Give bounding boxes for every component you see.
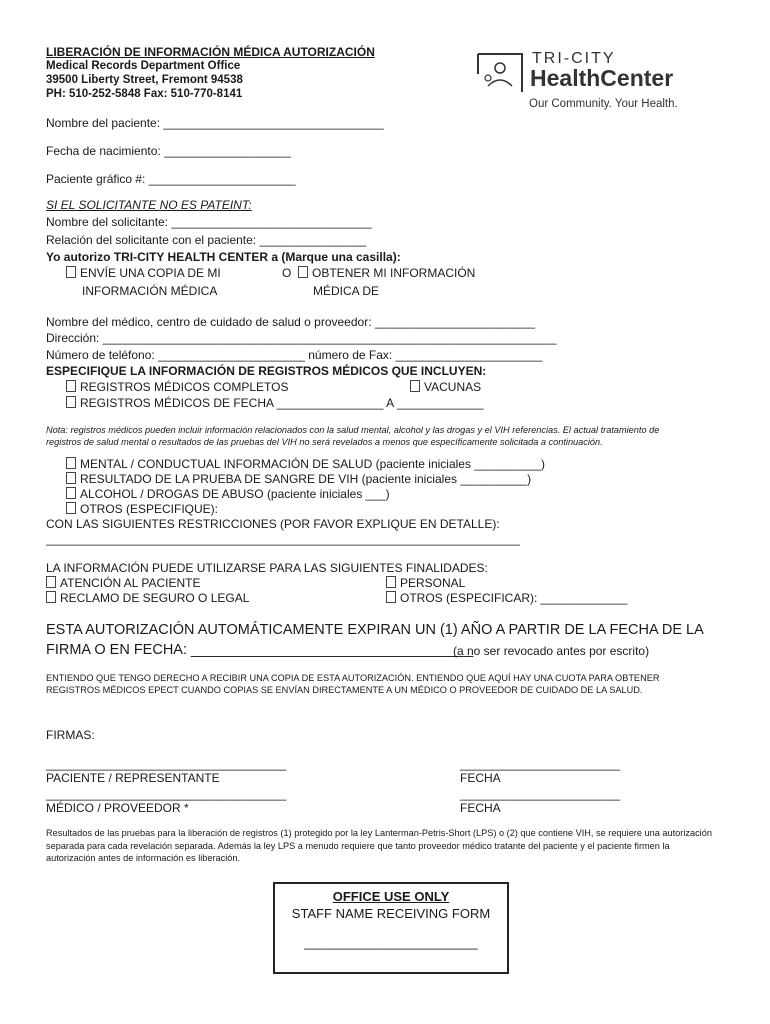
alcohol-drugs-label: ALCOHOL / DROGAS DE ABUSO (paciente iniciales ___) [80, 487, 390, 501]
mental-health-option[interactable] [66, 457, 545, 471]
checkbox-icon[interactable] [66, 266, 76, 278]
obtain-info-label: OBTENER MI INFORMACIÓN [312, 266, 476, 280]
form-title: LIBERACIÓN DE INFORMACIÓN MÉDICA AUTORIZACIÓN [46, 45, 375, 59]
office-use-title: OFFICE USE ONLY [332, 889, 450, 904]
requester-name-field[interactable]: Nombre del solicitante: ______________________________ [46, 215, 372, 229]
checkbox-icon[interactable] [66, 380, 76, 392]
provider-address-field[interactable]: Dirección: ____________________________________________________________________ [46, 331, 557, 345]
patient-signature-field[interactable]: ____________________________________ [46, 757, 287, 771]
hiv-test-option[interactable] [66, 472, 531, 486]
office-use-subtitle: STAFF NAME RECEIVING FORM [291, 906, 491, 921]
staff-name-field[interactable]: ________________________ [304, 935, 478, 950]
personal-option[interactable] [386, 576, 465, 590]
checkbox-icon[interactable] [66, 457, 76, 469]
other-purpose-label: OTROS (ESPECIFICAR): _____________ [400, 591, 628, 605]
requester-heading: SI EL SOLICITANTE NO ES PATEINT: [46, 198, 252, 212]
logo-line1: TRI-CITY [532, 50, 616, 67]
insurance-legal-option[interactable] [46, 591, 249, 605]
records-heading: ESPECIFIQUE LA INFORMACIÓN DE REGISTROS MÉDICOS QUE INCLUYEN: [46, 364, 487, 378]
provider-phone-field[interactable]: Número de teléfono: ______________________ número de Fax: ______________________ [46, 348, 543, 362]
requester-relation-field[interactable]: Relación del solicitante con el paciente: ________________ [46, 233, 367, 247]
complete-records-label: REGISTROS MÉDICOS COMPLETOS [80, 380, 289, 394]
purposes-heading: LA INFORMACIÓN PUEDE UTILIZARSE PARA LAS SIGUIENTES FINALIDADES: [46, 561, 488, 575]
expiry-line1: ESTA AUTORIZACIÓN AUTOMÁTICAMENTE EXPIRAN UN (1) AÑO A PARTIR DE LA FECHA DE LA [46, 622, 704, 638]
insurance-legal-label: RECLAMO DE SEGURO O LEGAL [60, 591, 250, 605]
tri-city-logo [474, 50, 684, 120]
personal-label: PERSONAL [400, 576, 466, 590]
patient-date-field[interactable]: ________________________ [460, 757, 621, 771]
or-label: O [282, 266, 292, 280]
chart-number-field[interactable]: Paciente gráfico #: ______________________ [46, 172, 296, 186]
lps-footer-note: Resultados de las pruebas para la liberación de registros (1) protegido por la ley Lanterman-Petris-Short (LPS) o (2) que contiene VIH, se requiere una autorización separada para cada revelación separada. Además la ley LPS a menudo requiere que tanto proveedor médico tratante del paciente y el paciente firmen la autorización antes de información es liberación. [46, 828, 712, 863]
acknowledgement-text: ENTIENDO QUE TENGO DERECHO A RECIBIR UNA COPIA DE ESTA AUTORIZACIÓN. ENTIENDO QUE AQUÍ HAY UNA CUOTA PARA OBTENER REGISTROS MÉDICOS EPECT CUANDO COPIAS SE ENVÍAN DIRECTAMENTE A UN MÉDICO O PROVEEDOR DE CUIDADO DE LA SALUD. [46, 673, 660, 695]
expiry-note: (a no ser revocado antes por escrito) [453, 644, 650, 658]
records-by-date-option[interactable] [66, 396, 484, 410]
expiry-date-field[interactable]: FIRMA O EN FECHA: ___________________________________ [46, 642, 474, 658]
restrictions-label: CON LAS SIGUIENTES RESTRICCIONES (POR FAVOR EXPLIQUE EN DETALLE): [46, 517, 500, 531]
obtain-info-option[interactable] [282, 266, 475, 280]
other-purpose-option[interactable] [386, 591, 627, 605]
obtain-info-label-2: MÉDICA DE [313, 284, 380, 298]
checkbox-icon[interactable] [46, 576, 56, 588]
doctor-date-label: FECHA [460, 801, 501, 815]
signatures-heading: FIRMAS: [46, 728, 95, 742]
patient-care-label: ATENCIÓN AL PACIENTE [60, 576, 201, 590]
patient-signature-label: PACIENTE / REPRESENTANTE [46, 771, 220, 785]
department-address: 39500 Liberty Street, Fremont 94538 [46, 74, 243, 86]
vaccines-label: VACUNAS [424, 380, 482, 394]
records-by-date-label: REGISTROS MÉDICOS DE FECHA ________________ A _____________ [80, 396, 484, 410]
other-records-option[interactable] [66, 502, 218, 516]
records-note-line1: Nota: registros médicos pueden incluir información relacionados con la salud mental, alcohol y las drogas y el VIH referencias. El actual tratamiento de [46, 425, 660, 435]
checkbox-icon[interactable] [66, 502, 76, 514]
authorize-statement: Yo autorizo TRI-CITY HEALTH CENTER a (Marque una casilla): [46, 250, 401, 264]
vaccines-option[interactable] [410, 380, 481, 394]
doctor-signature-label: MÉDICO / PROVEEDOR * [46, 801, 189, 815]
department-name: Medical Records Department Office [46, 60, 241, 72]
logo-line2: HealthCenter [530, 65, 674, 91]
patient-date-label: FECHA [460, 771, 501, 785]
checkbox-icon[interactable] [66, 396, 76, 408]
logo-tagline: Our Community. Your Health. [529, 98, 678, 110]
department-phone: PH: 510-252-5848 Fax: 510-770-8141 [46, 88, 243, 100]
checkbox-icon[interactable] [66, 472, 76, 484]
checkbox-icon[interactable] [46, 591, 56, 603]
doctor-date-field[interactable]: ________________________ [460, 787, 621, 801]
patient-care-option[interactable] [46, 576, 200, 590]
office-use-box [273, 882, 509, 974]
complete-records-option[interactable] [66, 380, 288, 394]
send-copy-label-2: INFORMACIÓN MÉDICA [82, 284, 218, 298]
alcohol-drugs-option[interactable] [66, 487, 390, 501]
checkbox-icon[interactable] [66, 487, 76, 499]
send-copy-label: ENVÍE UNA COPIA DE MI [80, 266, 221, 280]
checkbox-icon[interactable] [410, 380, 420, 392]
other-records-label: OTROS (ESPECIFIQUE): [80, 502, 219, 516]
logo-mark-icon [474, 52, 526, 94]
birth-date-field[interactable]: Fecha de nacimiento: ___________________ [46, 144, 291, 158]
mental-health-label: MENTAL / CONDUCTUAL INFORMACIÓN DE SALUD (paciente iniciales __________) [80, 457, 546, 471]
checkbox-icon[interactable] [386, 576, 396, 588]
records-note-line2: registros de salud mental o resultados de las pruebas del VIH no será revelados a menos que específicamente solicitada a continuación. [46, 437, 603, 447]
checkbox-icon[interactable] [298, 266, 308, 278]
checkbox-icon[interactable] [386, 591, 396, 603]
restrictions-field[interactable]: _______________________________________________________________________ [46, 532, 520, 546]
hiv-test-label: RESULTADO DE LA PRUEBA DE SANGRE DE VIH (paciente iniciales __________) [80, 472, 532, 486]
patient-name-field[interactable]: Nombre del paciente: _________________________________ [46, 116, 384, 130]
send-copy-option[interactable] [66, 266, 221, 280]
doctor-signature-field[interactable]: ____________________________________ [46, 787, 287, 801]
provider-name-field[interactable]: Nombre del médico, centro de cuidado de salud o proveedor: ________________________ [46, 315, 536, 329]
